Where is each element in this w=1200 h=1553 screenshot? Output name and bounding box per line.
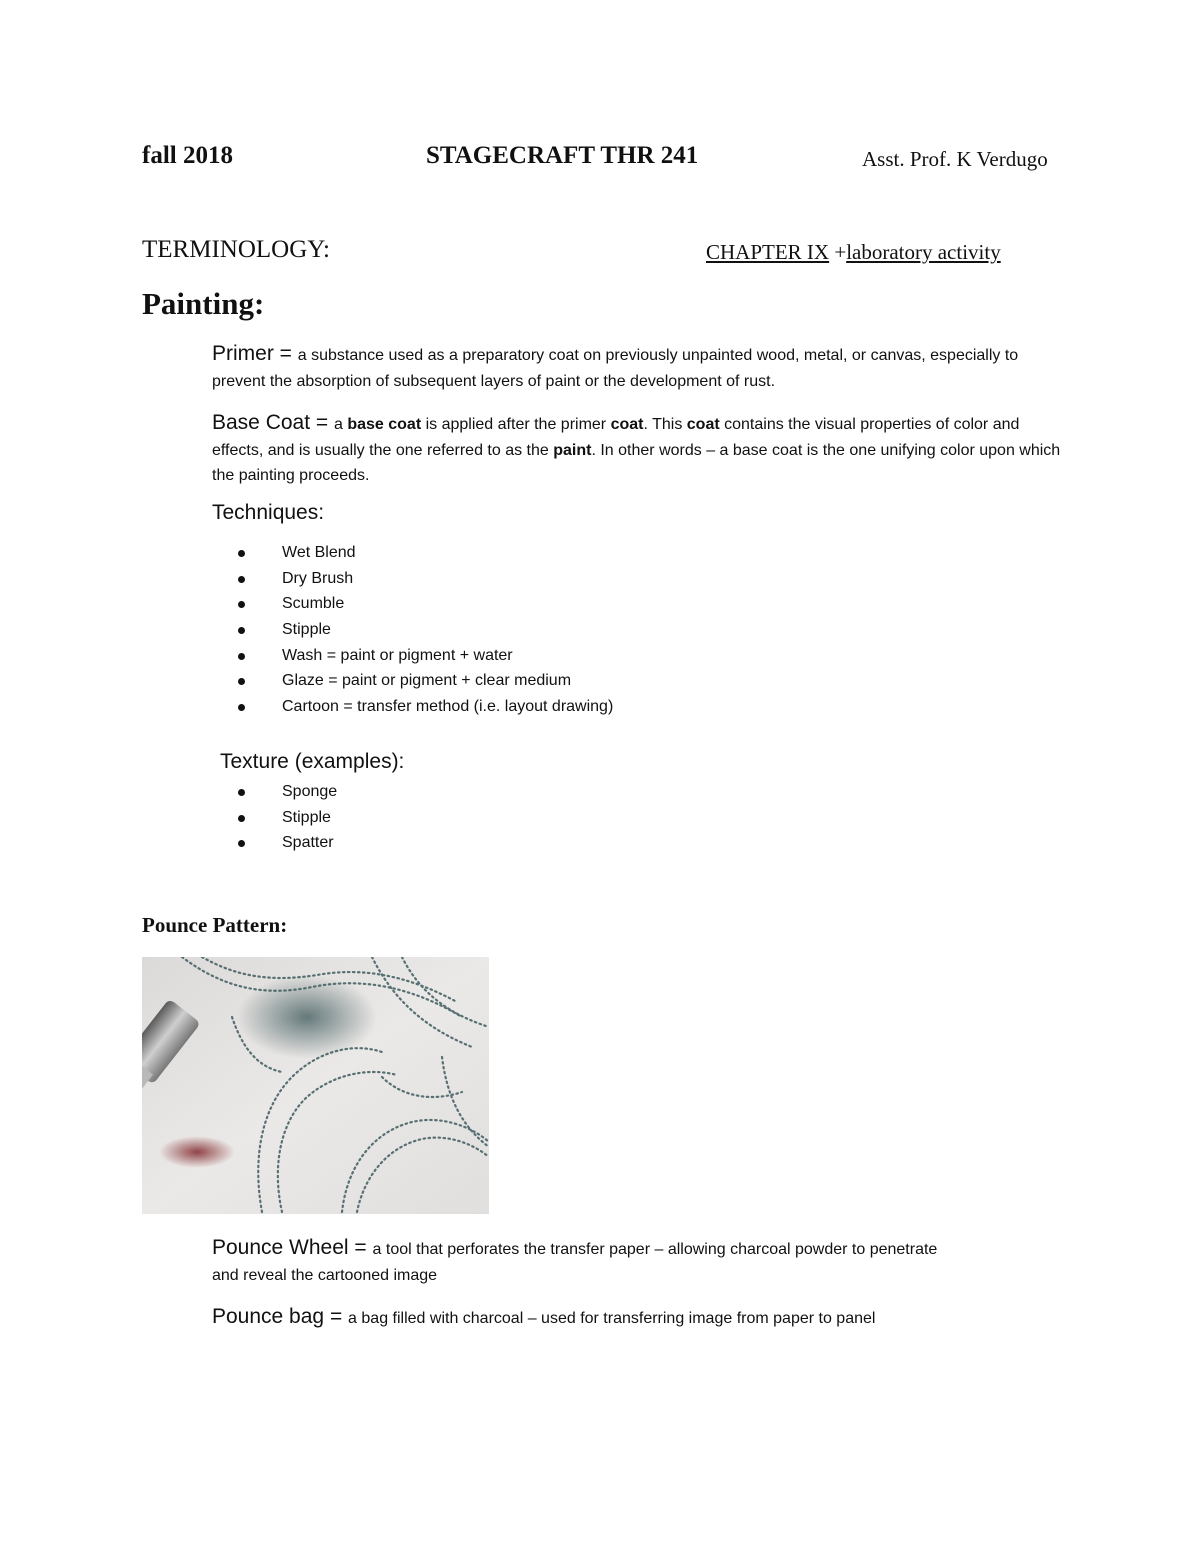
pounce-wheel-term: Pounce Wheel (212, 1236, 349, 1259)
pounce-bag-eq: = (324, 1305, 349, 1328)
section-heading-pounce-pattern: Pounce Pattern: (142, 913, 288, 937)
instructor-name: Asst. Prof. K Verdugo (862, 147, 1048, 171)
list-item: Glaze = paint or pigment + clear medium (212, 668, 613, 694)
list-item: Wet Blend (212, 540, 613, 566)
base-coat-text-b: is applied after the primer (421, 416, 611, 433)
list-item: Stipple (212, 617, 613, 643)
list-item: Scumble (212, 591, 613, 617)
course-title: STAGECRAFT THR 241 (426, 142, 699, 169)
activity-text: laboratory activity (846, 240, 1001, 264)
base-coat-bold-4: paint (553, 441, 592, 459)
list-item: Dry Brush (212, 566, 613, 592)
semester-label: fall 2018 (142, 142, 233, 169)
pounce-wheel-eq: = (348, 1236, 373, 1259)
plus-sign: + (834, 240, 847, 264)
pounce-bag-term: Pounce bag (212, 1305, 325, 1328)
texture-label: Texture (examples): (220, 750, 405, 773)
list-item: Cartoon = transfer method (i.e. layout drawing) (212, 694, 613, 720)
texture-list (212, 779, 337, 856)
base-coat-text-e: . In other words – a base coat is the one unifying color upon which the painting proceeds. (212, 441, 1061, 484)
primer-term: Primer (212, 342, 274, 365)
base-coat-bold-3: coat (686, 416, 720, 433)
primer-text: a substance used as a preparatory coat on previously unpainted wood, metal, or canvas, especially to prevent the absorption of subsequent layers of paint or the development of rust. (212, 347, 1019, 390)
primer-definition (212, 341, 1062, 394)
pounce-bag-text: a bag filled with charcoal – used for transferring image from paper to panel (348, 1310, 876, 1327)
list-item: Spatter (212, 830, 337, 856)
terminology-label: TERMINOLOGY: (142, 236, 330, 263)
list-item: Wash = paint or pigment + water (212, 643, 613, 669)
base-coat-bold-2: coat (610, 416, 644, 433)
base-coat-eq: = (310, 411, 334, 434)
pounce-wheel-definition (212, 1235, 952, 1288)
base-coat-definition (212, 410, 1062, 489)
base-coat-text-a: a (334, 416, 348, 433)
pounce-wheel-text: a tool that perforates the transfer paper – allowing charcoal powder to penetrate and reveal the cartooned image (212, 1241, 938, 1284)
base-coat-term: Base Coat (212, 411, 311, 434)
section-heading-painting: Painting: (142, 286, 265, 321)
techniques-list (212, 540, 613, 720)
primer-eq: = (273, 342, 298, 365)
chapter-reference (706, 240, 1001, 265)
list-item: Stipple (212, 805, 337, 831)
chapter-link-text: CHAPTER IX (706, 240, 830, 264)
base-coat-bold-1: base coat (347, 416, 422, 433)
base-coat-text-d: contains the visual properties of color and effects, and is usually the one referred to as the (212, 416, 1020, 459)
pounce-pattern-photo (142, 957, 489, 1214)
list-item: Sponge (212, 779, 337, 805)
techniques-label: Techniques: (212, 501, 325, 524)
pounce-bag-definition (212, 1304, 1062, 1332)
base-coat-text-c: . This (643, 416, 687, 433)
